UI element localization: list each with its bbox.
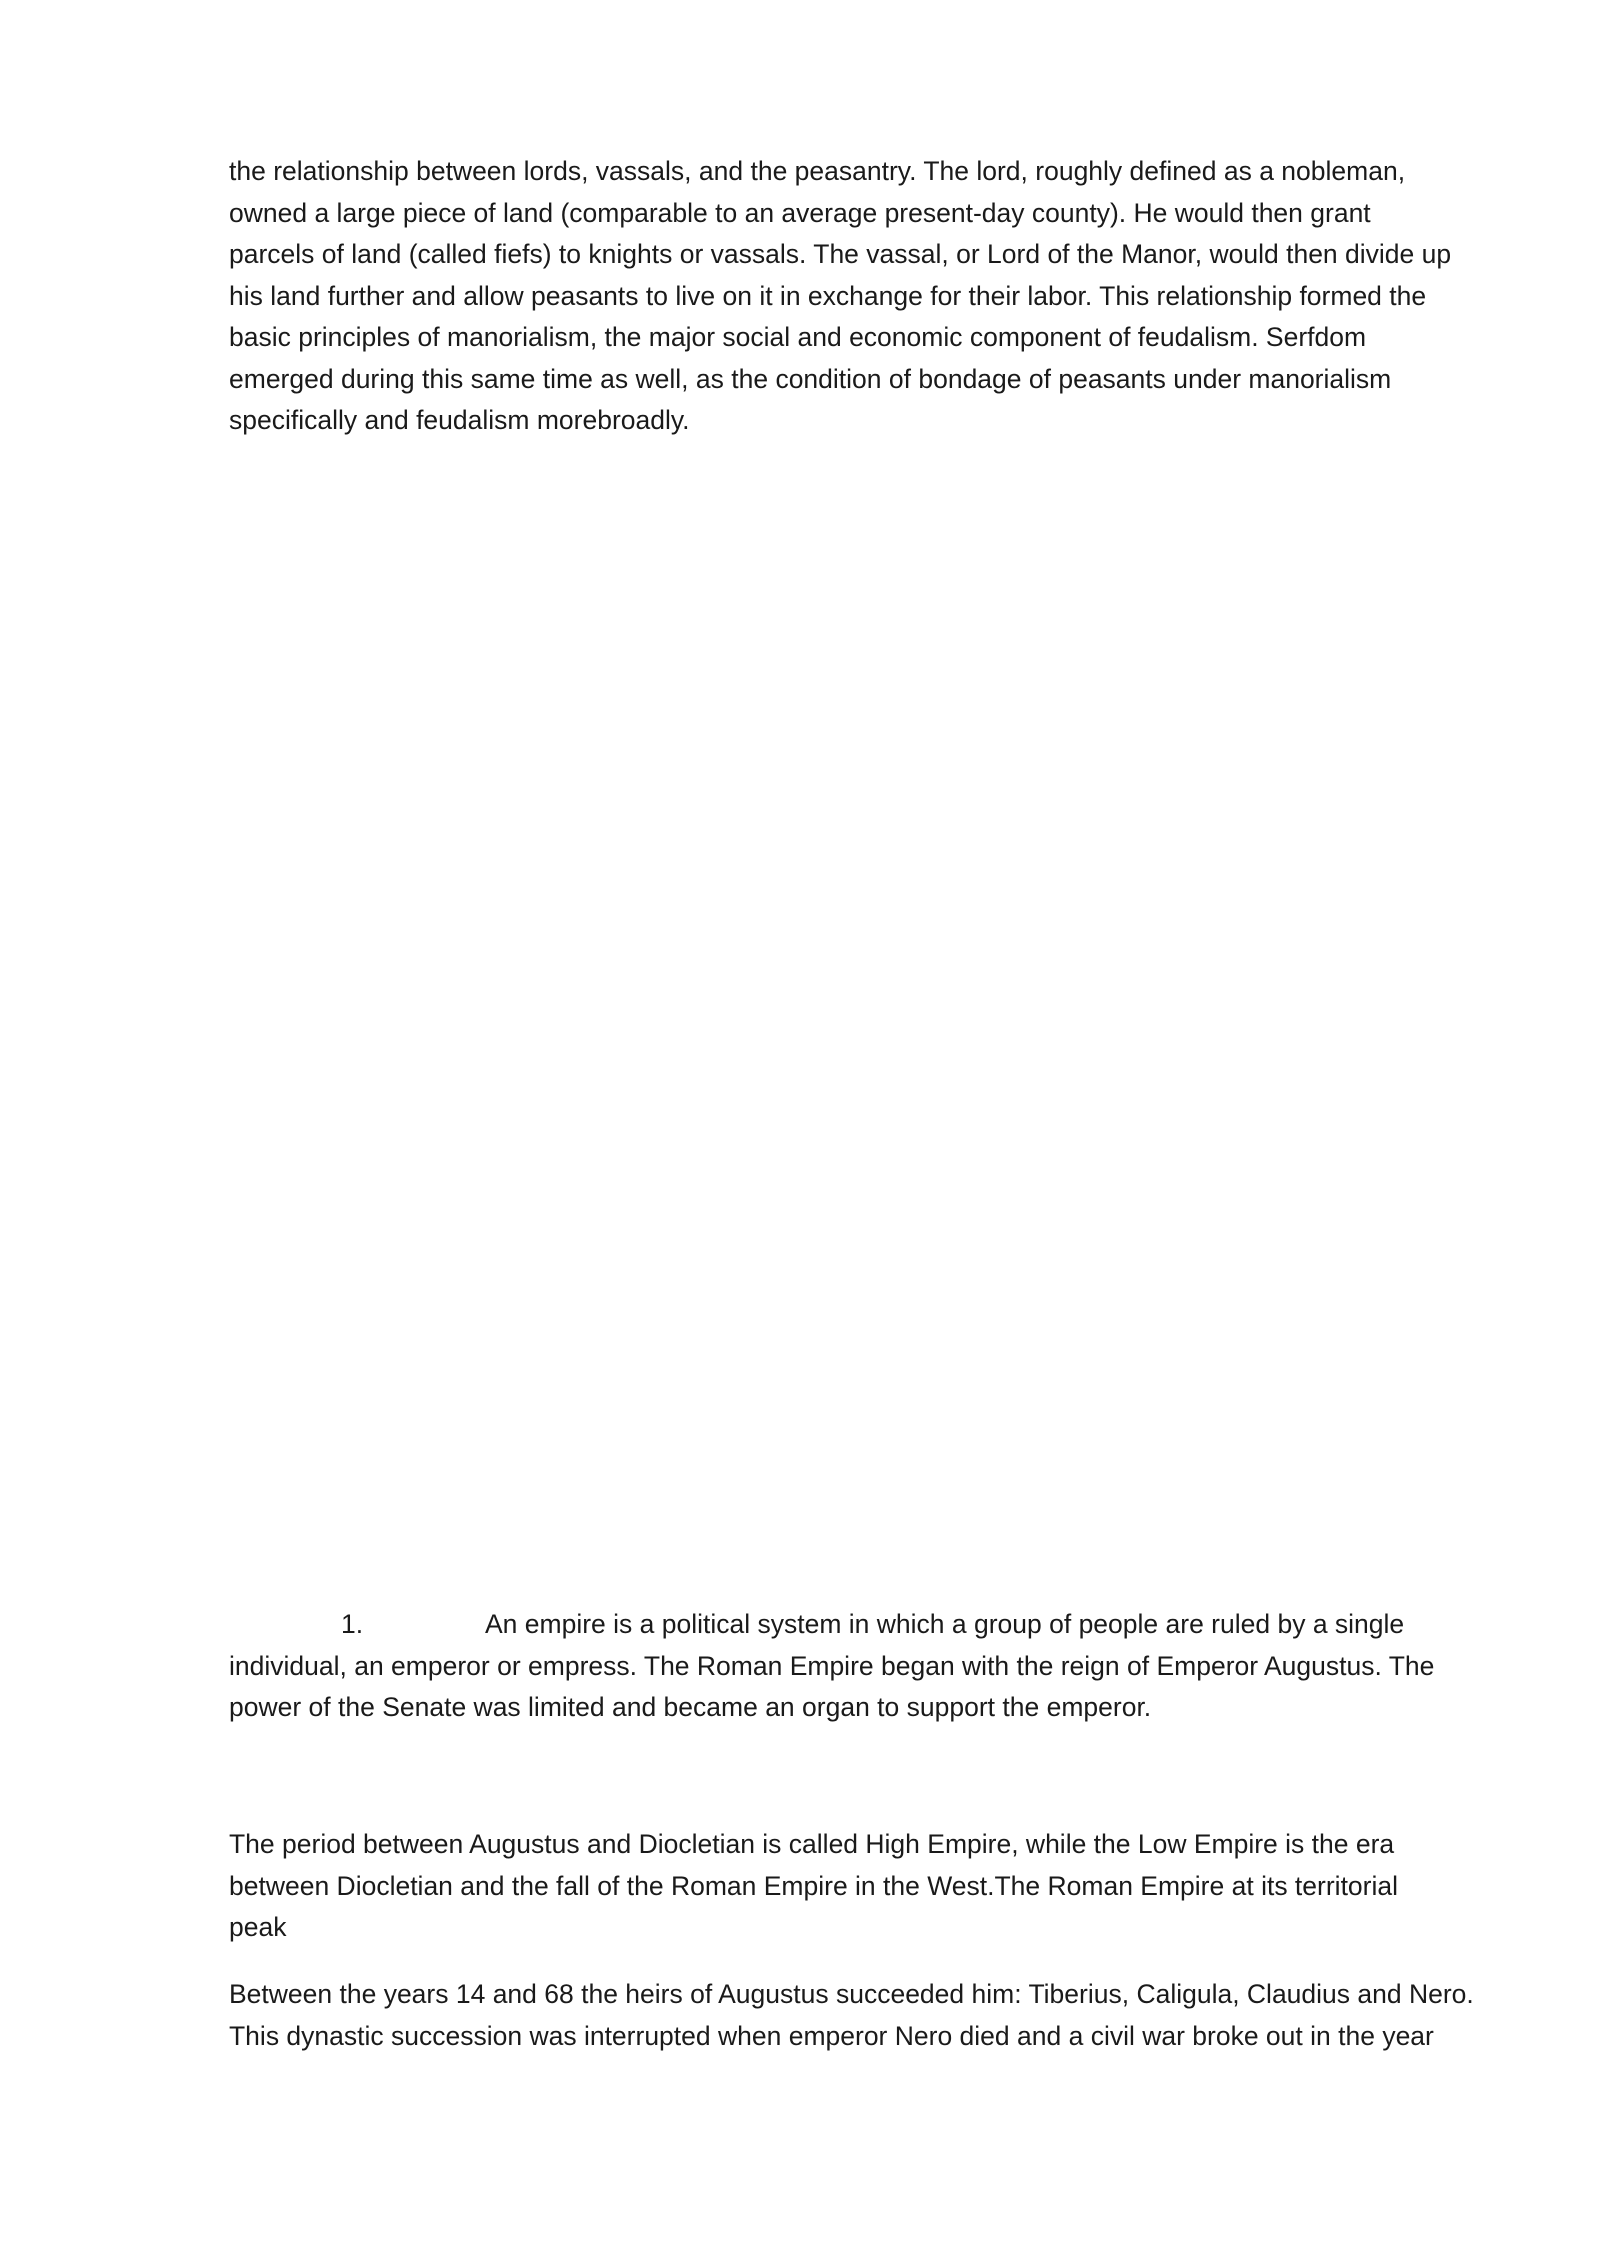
list-number: 1. (341, 1609, 364, 1639)
text-line: The period between Augustus and Diocletian is called High Empire, while the Low Empire is the era (229, 1829, 1395, 1859)
paragraph-high-low-empire (229, 1824, 1504, 1949)
text-line: individual, an emperor or empress. The Roman Empire began with the reign of Emperor Augustus. The (229, 1650, 1435, 1681)
text-line: power of the Senate was limited and became an organ to support the emperor. (229, 1692, 1152, 1722)
text-line: owned a large piece of land (comparable to an average present-day county). He would then grant (229, 197, 1371, 228)
text-line: This dynastic succession was interrupted when emperor Nero died and a civil war broke out in the year (229, 2020, 1434, 2051)
text-line: An empire is a political system in which a group of people are ruled by a single (485, 1609, 1405, 1639)
text-line: emerged during this same time as well, as the condition of bondage of peasants under manorialism (229, 363, 1392, 394)
text-line: between Diocletian and the fall of the Roman Empire in the West.The Roman Empire at its territorial (229, 1870, 1399, 1901)
text-line: specifically and feudalism morebroadly. (229, 405, 690, 435)
list-first-line (229, 1604, 1504, 1646)
text-line: peak (229, 1912, 287, 1942)
paragraph-feudalism (229, 151, 1504, 442)
text-line: basic principles of manorialism, the major social and economic component of feudalism. Serfdom (229, 322, 1367, 352)
text-line: the relationship between lords, vassals, and the peasantry. The lord, roughly defined as a nobleman, (229, 156, 1406, 186)
text-line: parcels of land (called fiefs) to knights or vassals. The vassal, or Lord of the Manor, would then divide up (229, 239, 1452, 269)
text-line: his land further and allow peasants to live on it in exchange for their labor. This relationship formed the (229, 280, 1427, 311)
list-item-empire (229, 1604, 1504, 1729)
text-line: Between the years 14 and 68 the heirs of Augustus succeeded him: Tiberius, Caligula, Claudius and Nero. (229, 1979, 1474, 2009)
paragraph-heirs-of-augustus (229, 1974, 1504, 2057)
